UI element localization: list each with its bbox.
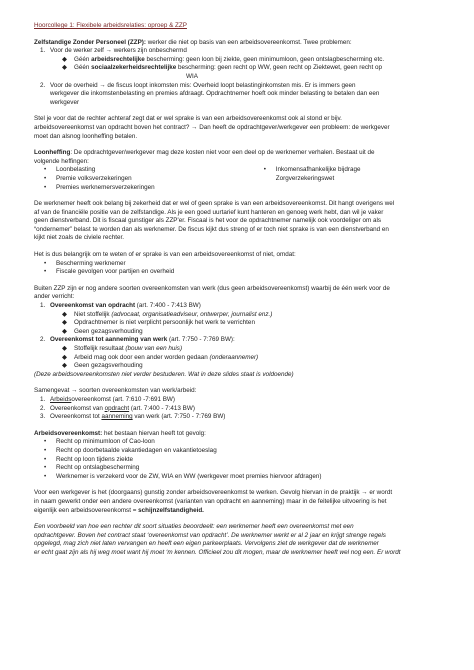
other-contracts-section: Buiten ZZP zijn er nog andere soorten overeenkomsten van werk (dus geen arbeidsovereenkomst) waarbij de één werk voor de ander verricht: 1. Overeenkomst van opdracht (art. 7:400 - 7:413 BW) ◆ Niet stoffelijk (advocaat, organisatieadviseur, ontwerper, journalist enz.) ◆ Opdrachtnemer is niet verplicht persoonlijk het werk te verrichten ◆ Geen gezagsverhouding 2. Overeenkomst tot aanneming van werk (art. 7:750 - 7:769 BW): ◆ Stoffelijk resultaat (bouw van een huis) ◆ Arbeid mag ook door een ander worden gedaan (onderaannemer) ◆ Geen gezagsverhouding (Deze arbeidsovereenkomsten niet verder bestuderen. Wat in deze slides staat is voldoende) [34,285,440,380]
arrow-right-icon: → [105,47,112,55]
bullet-icon: ◆ [62,327,67,335]
list-item: • Inkomensafhankelijke bijdrage [263,166,361,174]
loonheffing-section: Loonheffing: De opdrachtgever/werkgever mag deze kosten niet voor een deel op de werknemer verhalen. Bestaat uit de volgende heffingen: • Loonbelasting • Premie volksverzekeringen • Premies werknemersverzekeringen • Inkomensafhankelijke bijdrage Zorgverzekeringswet [34,149,440,192]
arrow-right-icon: → [99,81,106,89]
loonheffing-heading: Loonheffing [34,149,71,157]
list-item: ◆ Stoffelijk resultaat (bouw van een huis) [62,345,183,352]
consequences-list [34,438,440,481]
list-item: 1. Arbeidsovereenkomst (art. 7:610 -7:691 BW) [40,395,175,403]
bullet-icon: • [44,438,47,446]
list-item: ◆ Arbeid mag ook door een ander worden gedaan (onderaannemer) [62,353,259,361]
list-item: 2. Overeenkomst van opdracht (art. 7:400 - 7:413 BW) [40,404,195,412]
arrow-right-icon: → [361,489,368,497]
example-paragraph: Een voorbeeld van hoe een rechter dit soort situaties beoordeelt: een werknemer heeft een overeenkomst met een opdrachtgever. Boven het contract staat ‘overeenkomst van opdracht’. De werknemer werkt er al 2 jaar en krijgt strenge regels opgelegd, mag zich niet laten vervangen en heeft een eigen parkeerplaats. Vervolgens ziet de werkgever dat de werknemer er echt gaat zijn als hij weg moet want hij moet ‘m kennen. Officieel zou dit mogen, maar de werknemer heeft wel nog een. Er wordt [34,523,401,556]
list-item: ◆ Niet stoffelijk (advocaat, organisatieadviseur, ontwerper, journalist enz.) [62,310,273,318]
list-item: ◆ Géén arbeidsrechtelijke bescherming: geen loon bij ziekte, geen minimumloon, geen ontslagbescherming etc. [62,55,385,63]
summary-list [34,396,440,422]
list-item: 2. Overeenkomst tot aanneming van werk (art. 7:750 - 7:769 BW): [40,336,235,344]
list-item: ◆ Opdrachtnemer is niet verplicht persoonlijk het werk te verrichten [62,319,255,327]
bullet-icon: ◆ [62,64,67,72]
list-item: ◆ Geen gezagsverhouding [62,362,143,370]
bullet-icon: ◆ [62,362,67,370]
list-item: • Werknemer is verzekerd voor de ZW, WIA en WW (werkgever moet premies hiervoor afdragen) [44,472,322,480]
paragraph: Stel je voor dat de rechter achteraf zegt dat er wel sprake is van een arbeidsovereenkomst ook al stond er bijv. arbeidsovereenkomst van opdracht boven het contract? → Dan heeft de opdrachtgever/werkgever een probleem: de werkgever moet dan alsnog loonheffing betalen. [34,115,390,140]
list-item: • Recht op minimumloon of Cao-loon [44,438,155,446]
list-item-continuation: werkgever die inkomstenbelasting en premies afdraagt. Opdrachtnemer hoeft ook minder belasting te betalen dan een [50,90,380,98]
bullet-icon: • [263,166,266,174]
loonheffing-left-list [34,166,262,192]
bullet-icon: ◆ [62,345,67,352]
bullet-icon: • [44,166,47,174]
bullet-icon: ◆ [62,353,67,361]
bullet-icon: ◆ [62,319,67,327]
zzp-heading: Zelfstandige Zonder Personeel (ZZP): [34,38,146,46]
bullet-icon: • [44,446,47,454]
list-item: • Loonbelasting [44,166,96,174]
loonheffing-columns [34,166,440,192]
list-item-continuation: Zorgverzekeringswet [275,174,335,182]
paragraph: De werknemer heeft ook belang bij zekerheid dat er wel of geen sprake is van een arbeidsovereenkomst. Dit hangt overigens wel af van de financiële positie van de zelfstandige. Als je een goed uurtarief kunt hanteren en genoeg werk hebt, dan wil je vaker geen dienstverband. Dit is fiscaal gunstiger als ZZP'er. Fiscaal is het voor de opdrachtnemer namelijk ook voordeliger om als “ondernemer” belast te worden dan als werknemer. De fiscus kijkt dus streng of er toch niet sprake is van een dienstverband en kijkt niet zoals de civiele rechter. [34,200,395,242]
list-item: • Recht op ontslagbescherming [44,464,140,472]
employment-contract-section: Arbeidsovereenkomst: het bestaan hiervan heeft tot gevolg: • Recht op minimumloon of Cao-loon • Recht op doorbetaalde vakantiedagen en vakantietoeslag • Recht op loon tijdens ziekte • Recht op ontslagbescherming • Werknemer is verzekerd voor de ZW, WIA en WW (werkgever moet premies hiervoor afdragen) [34,430,440,482]
list-item: ◆ Geen gezagsverhouding [62,327,143,335]
bullet-icon: • [44,464,47,472]
bullet-icon: ◆ [62,310,67,318]
list-item-continuation: WIA [186,72,198,80]
bullet-icon: • [44,183,47,191]
arrow-right-icon: → [191,123,198,131]
list-item: 1. Overeenkomst van opdracht (art. 7:400 - 7:413 BW) [40,302,201,310]
list-item-continuation: werkgever [50,98,80,106]
paragraph: Het is dus belangrijk om te weten of er sprake is van een arbeidsovereenkomst of niet, omdat: • Bescherming werknemer • Fiscale gevolgen voor partijen en overheid [34,251,440,277]
list-item: • Premie volksverzekeringen [44,174,132,182]
list-item: 2. Voor de overheid → de fiscus loopt inkomsten mis: Overheid loopt belastinginkomsten mis. Er is immers geen [40,81,356,89]
page-title: Hoorcollege 1: Flexibele arbeidsrelaties: oproep & ZZP [34,22,187,29]
bullet-icon: • [44,174,47,182]
bullet-icon: • [44,455,47,463]
bullet-icon: • [44,472,47,480]
list-item: • Fiscale gevolgen voor partijen en overheid [44,268,175,276]
list-item: ◆ Géén sociaalzekerheidsrechtelijke bescherming: geen recht op WW, geen recht op Ziektewet, geen recht op [62,64,383,72]
list-item: • Bescherming werknemer [44,259,126,267]
reasons-list [34,260,440,277]
arrow-right-icon: → [71,387,78,395]
zzp-intro: Zelfstandige Zonder Personeel (ZZP): werker die niet op basis van een arbeidsovereenkomst. Twee problemen: [34,38,352,46]
list-item: • Premies werknemersverzekeringen [44,183,155,191]
summary-section: Samengevat → soorten overeenkomsten van werk/arbeid: 1. Arbeidsovereenkomst (art. 7:610 -7:691 BW) 2. Overeenkomst van opdracht (art. 7:400 - 7:413 BW) 3. Overeenkomst tot aanneming van werk (art. 7:750 - 7:769 BW) [34,387,440,421]
other-contracts-list [34,302,440,371]
list-item: • Recht op doorbetaalde vakantiedagen en vakantietoeslag [44,446,217,454]
zzp-problems-list [34,47,440,107]
list-item: • Recht op loon tijdens ziekte [44,455,134,463]
bullet-icon: • [44,259,47,267]
bullet-icon: ◆ [62,55,67,63]
list-item: 1. Voor de werker zelf → werkers zijn onbeschermd [40,47,187,55]
note: (Deze arbeidsovereenkomsten niet verder bestuderen. Wat in deze slides staat is voldoende) [34,370,294,378]
paragraph: Voor een werkgever is het (doorgaans) gunstig zonder arbeidsovereenkomst te werken. Gevolg hiervan in de praktijk → er wordt in naam gewerkt onder een andere overeenkomst (varianten van opdracht en aanneming) maar in de feitelijke uitvoering is het eigenlijk een arbeidsovereenkomst = schijnzelfstandigheid. [34,489,393,514]
bullet-icon: • [44,268,47,276]
list-item: 3. Overeenkomst tot aanneming van werk (art. 7:750 - 7:769 BW) [40,413,226,421]
loonheffing-right-list [262,166,440,192]
